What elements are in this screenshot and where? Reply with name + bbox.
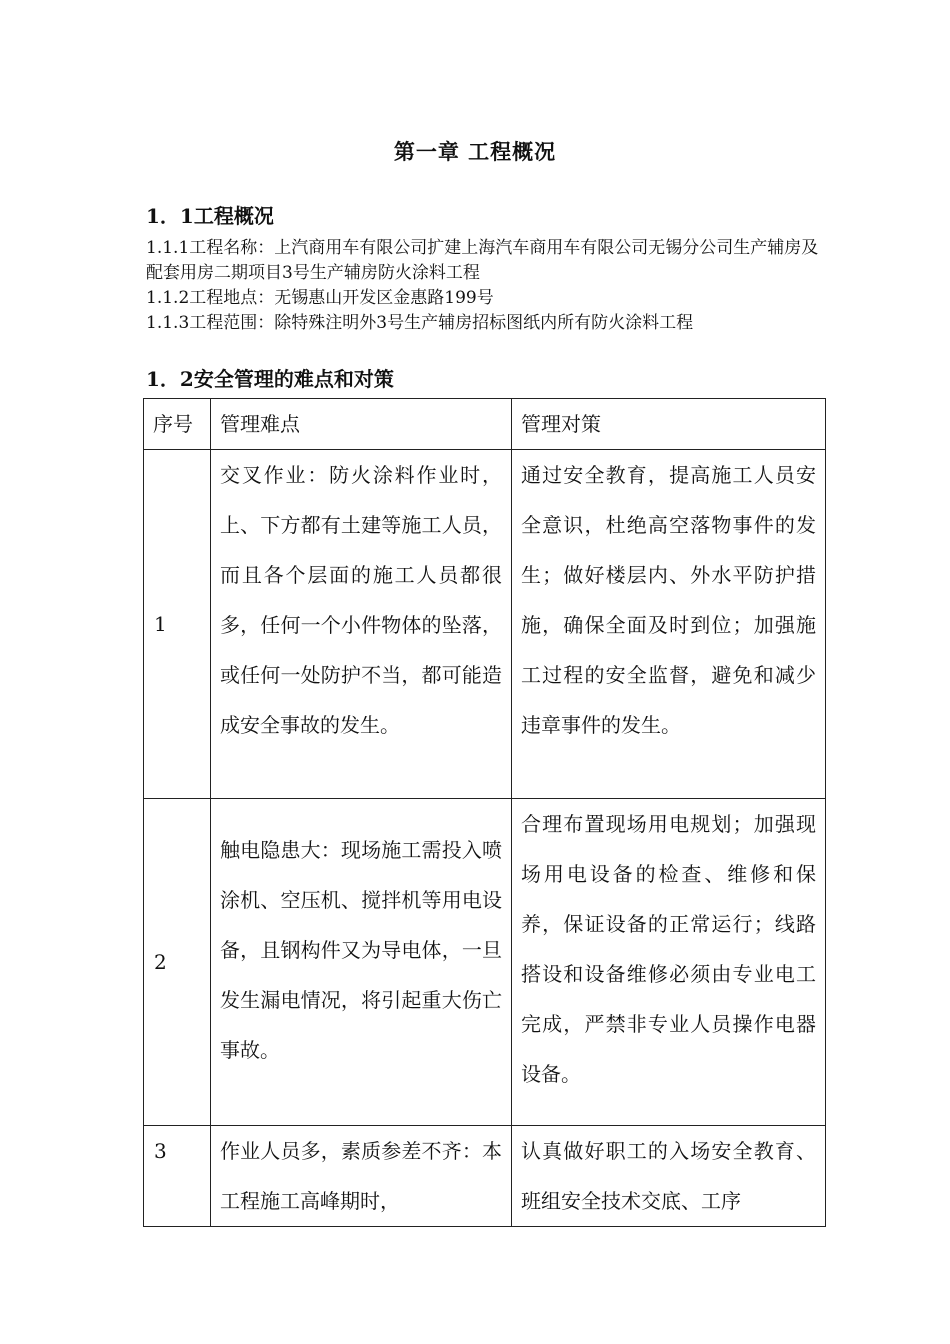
header-cell-number: 序号: [144, 399, 211, 450]
header-cell-difficulty: 管理难点: [211, 399, 512, 450]
table-row: [144, 450, 826, 799]
row-number: 3: [144, 1126, 211, 1227]
section-heading-safety: 1．2安全管理的难点和对策: [146, 367, 394, 391]
difficulty-text: 作业人员多，素质参差不齐：本工程施工高峰期时，: [220, 1139, 502, 1213]
measure-cell: 通过安全教育，提高施工人员安全意识，杜绝高空落物事件的发生；做好楼层内、外水平防护措施，确保全面及时到位；加强施工过程的安全监督，避免和减少违章事件的发生。: [512, 450, 826, 799]
table-row: [144, 799, 826, 1126]
safety-table: [143, 398, 826, 1227]
table-row: [144, 1126, 826, 1227]
project-scope: 1.1.3工程范围：除特殊注明外3号生产辅房招标图纸内所有防火涂料工程: [146, 313, 694, 333]
difficulty-cell: 触电隐患大：现场施工需投入喷涂机、空压机、搅拌机等用电设备，且钢构件又为导电体，一旦发生漏电情况，将引起重大伤亡事故。: [211, 799, 512, 1126]
row-number: 1: [144, 450, 211, 799]
difficulty-cell: 交叉作业：防火涂料作业时，上、下方都有土建等施工人员，而且各个层面的施工人员都很多，任何一个小件物体的坠落，或任何一处防护不当，都可能造成安全事故的发生。: [211, 450, 512, 799]
difficulty-cell: [211, 1126, 512, 1227]
measure-text: 认真做好职工的入场安全教育、班组安全技术交底、工序: [521, 1139, 816, 1213]
section-heading-overview: 1．1工程概况: [146, 204, 274, 228]
header-cell-measure: 管理对策: [512, 399, 826, 450]
project-name: 1.1.1工程名称：上汽商用车有限公司扩建上海汽车商用车有限公司无锡分公司生产辅房及配套用房二期项目3号生产辅房防火涂料工程: [146, 238, 819, 283]
project-info: [146, 236, 826, 336]
measure-cell: [512, 1126, 826, 1227]
table-header-row: [144, 399, 826, 450]
measure-cell: 合理布置现场用电规划；加强现场用电设备的检查、维修和保养，保证设备的正常运行；线路搭设和设备维修必须由专业电工完成，严禁非专业人员操作电器设备。: [512, 799, 826, 1126]
row-number: 2: [144, 799, 211, 1126]
chapter-title: 第一章 工程概况: [393, 139, 557, 164]
project-location: 1.1.2工程地点：无锡惠山开发区金惠路199号: [146, 288, 494, 308]
